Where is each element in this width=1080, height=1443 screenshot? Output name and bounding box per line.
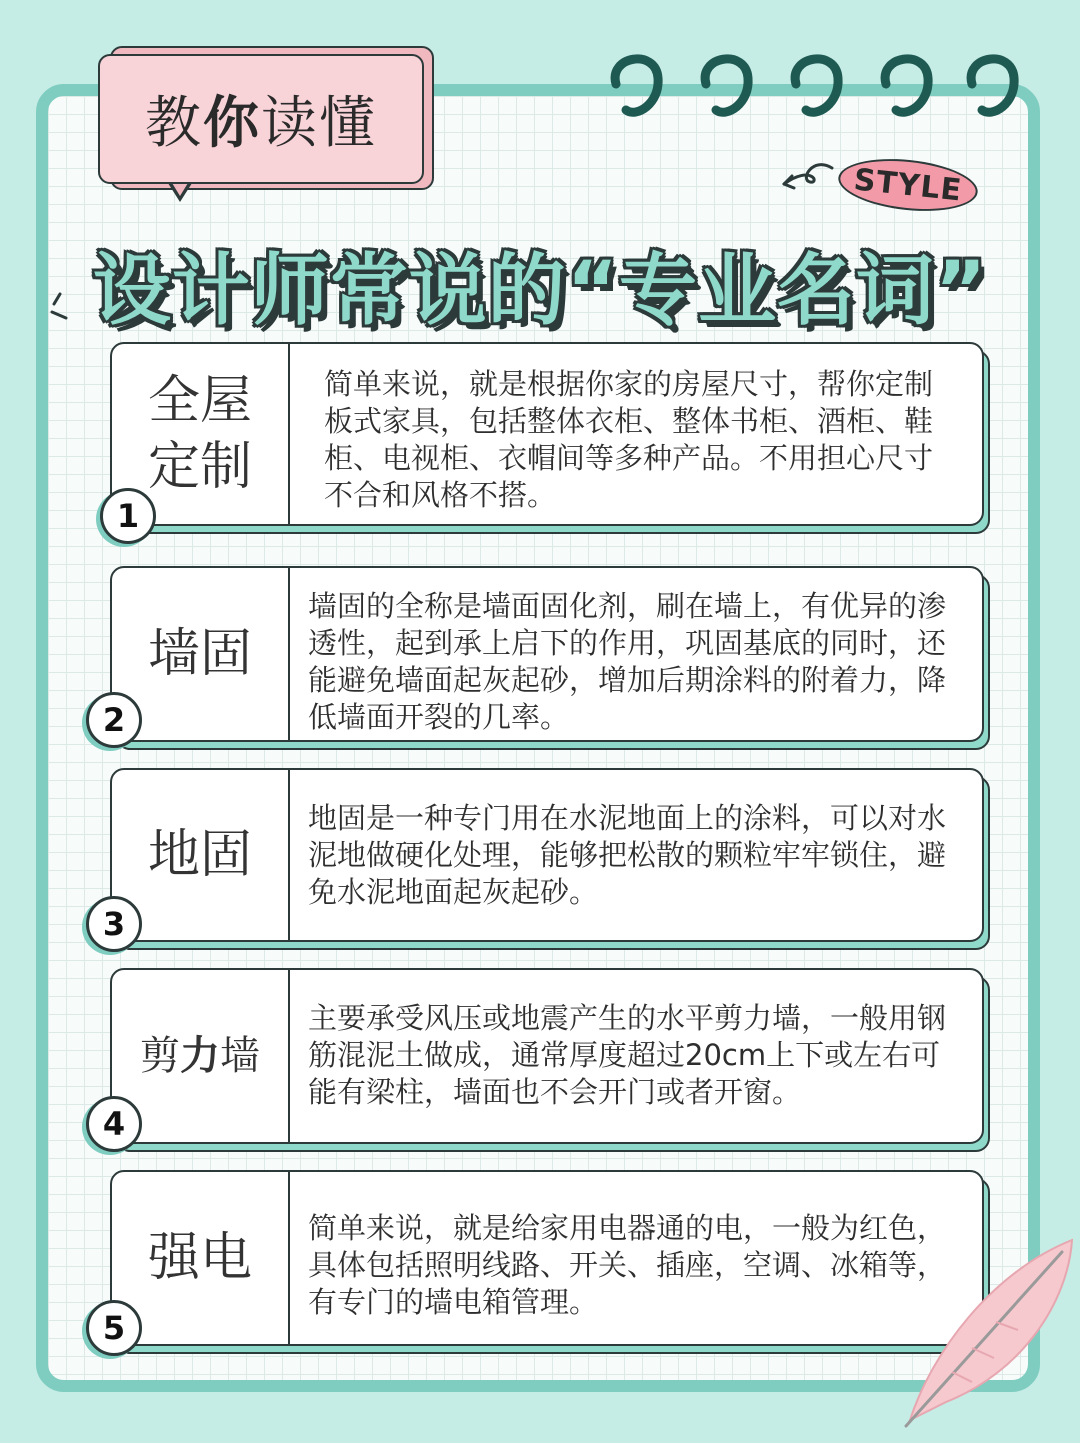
term-card-1 <box>110 342 984 526</box>
term-label-post: 墙 <box>220 1033 260 1079</box>
term-number-badge: 3 <box>86 896 142 952</box>
card-body <box>110 1170 984 1346</box>
term-description: 墙固的全称是墙面固化剂，刷在墙上，有优异的渗透性，起到承上启下的作用，巩固基底的同时，还能避免墙面起灰起砂，增加后期涂料的附着力，降低墙面开裂的几率。 <box>308 589 947 734</box>
page-title: 设计师常说的“专业名词” <box>92 246 988 336</box>
card-body <box>110 968 984 1144</box>
term-number-badge: 2 <box>86 692 142 748</box>
binder-ring-icon <box>962 44 1022 124</box>
card-body <box>110 342 984 526</box>
term-label-line1: 墙固 <box>147 624 252 684</box>
squiggle-arrow-icon <box>772 158 836 198</box>
term-label-line2: 定制 <box>147 437 252 497</box>
feather-icon <box>892 1232 1078 1436</box>
term-card-4 <box>110 968 984 1144</box>
header-badge <box>98 54 424 184</box>
term-number-badge: 5 <box>86 1300 142 1356</box>
decorative-strokes-icon <box>48 290 72 334</box>
binder-ring-icon <box>696 44 756 124</box>
term-number-badge: 4 <box>86 1096 142 1152</box>
term-description: 主要承受风压或地震产生的水平剪力墙，一般用钢筋混泥土做成，通常厚度超过20cm上下或左右可能有梁柱，墙面也不会开门或者开窗。 <box>308 1001 947 1109</box>
card-body <box>110 566 984 742</box>
term-card-3 <box>110 768 984 942</box>
term-label-line1: 强电 <box>147 1228 252 1288</box>
term-label-bold: 力 <box>180 1033 220 1079</box>
badge-text-pre: 教 <box>145 91 203 156</box>
term-card-5 <box>110 1170 984 1346</box>
term-label-pre: 剪 <box>140 1033 180 1079</box>
badge-text-post: 读懂 <box>261 91 377 156</box>
term-description: 简单来说，就是根据你家的房屋尺寸，帮你定制板式家具，包括整体衣柜、整体书柜、酒柜、鞋柜、电视柜、衣帽间等多种产品。不用担心尺寸不合和风格不搭。 <box>324 367 934 512</box>
badge-text-bold: 你 <box>203 91 261 156</box>
term-description: 地固是一种专门用在水泥地面上的涂料，可以对水泥地做硬化处理，能够把松散的颗粒牢牢锁住，避免水泥地面起灰起砂。 <box>308 801 947 909</box>
term-label-line1: 地固 <box>147 825 252 885</box>
binder-ring-icon <box>606 44 666 124</box>
binder-ring-icon <box>876 44 936 124</box>
card-body <box>110 768 984 942</box>
binder-ring-icon <box>786 44 846 124</box>
term-label-line1: 全屋 <box>147 371 252 431</box>
term-card-2 <box>110 566 984 742</box>
term-description: 简单来说，就是给家用电器通的电，一般为红色，具体包括照明线路、开关、插座，空调、冰箱等，有专门的墙电箱管理。 <box>308 1211 947 1319</box>
style-tag: STYLE <box>836 153 980 217</box>
term-number-badge: 1 <box>100 488 156 544</box>
